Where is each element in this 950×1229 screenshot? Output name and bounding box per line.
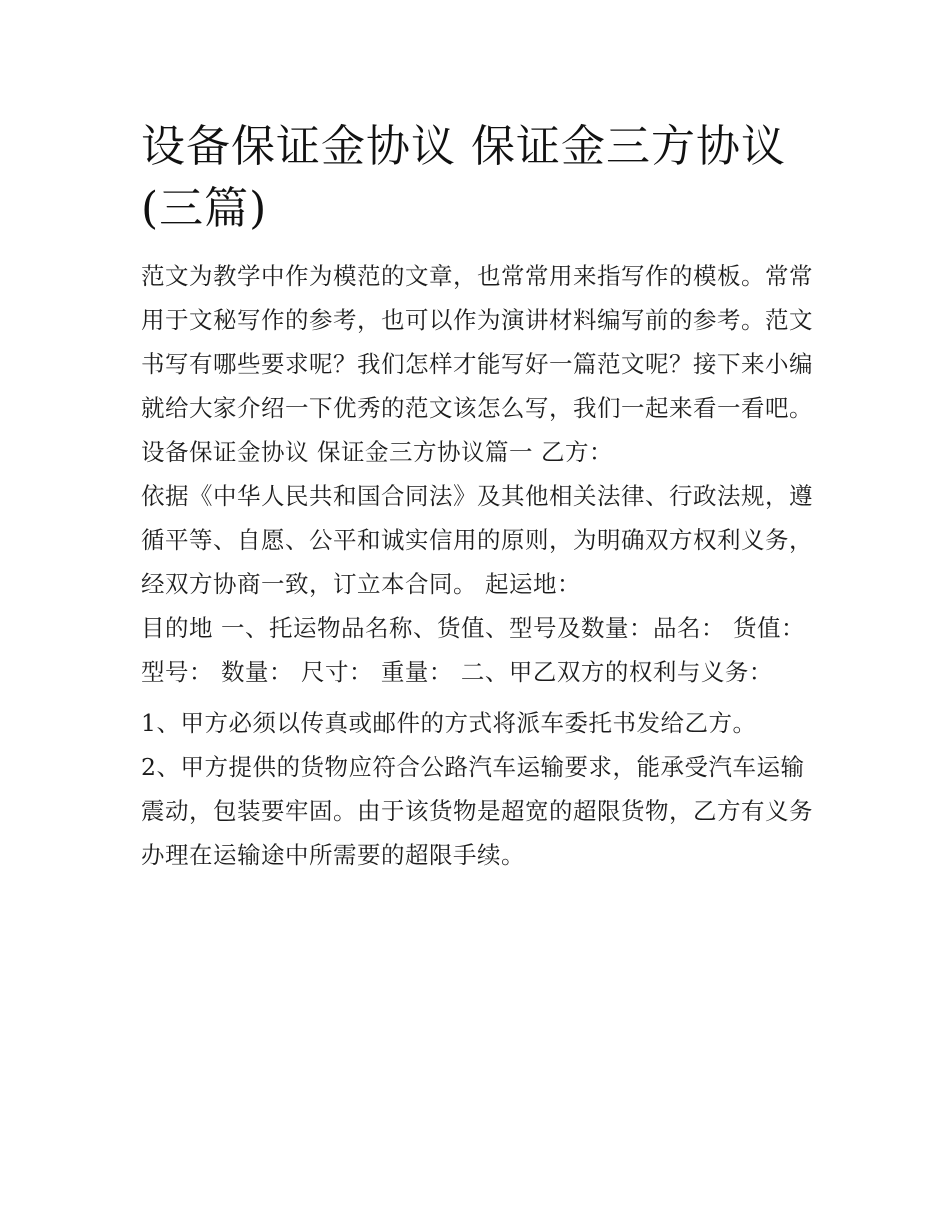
clause-one-paragraph: 1、甲方必须以传真或邮件的方式将派车委托书发给乙方。 [141,709,757,737]
contract-preamble-paragraph: 依据《中华人民共和国合同法》及其他相关法律、行政法规，遵循平等、自愿、公平和诚实信用的原则，为明确双方权利义务，经双方协商一致，订立本合同。 起运地： [141,482,813,598]
goods-details-paragraph: 目的地 一、托运物品名称、货值、型号及数量：品名： 货值： 型号： 数量： 尺寸： 重量： 二、甲乙双方的权利与义务： [141,614,805,686]
intro-paragraph: 范文为教学中作为模范的文章，也常常用来指写作的模板。常常用于文秘写作的参考，也可以作为演讲材料编写前的参考。范文书写有哪些要求呢？我们怎样才能写好一篇范文呢？接下来小编就给大家介绍一下优秀的范文该怎么写，我们一起来看一看吧。 [141,262,813,422]
document-title: 设备保证金协议 保证金三方协议(三篇) [141,121,786,234]
document-body [141,116,821,877]
section-heading-part-one: 设备保证金协议 保证金三方协议篇一 乙方： [141,438,613,466]
clause-two-paragraph: 2、甲方提供的货物应符合公路汽车运输要求，能承受汽车运输震动，包装要牢固。由于该货物是超宽的超限货物，乙方有义务办理在运输途中所需要的超限手续。 [141,753,813,869]
